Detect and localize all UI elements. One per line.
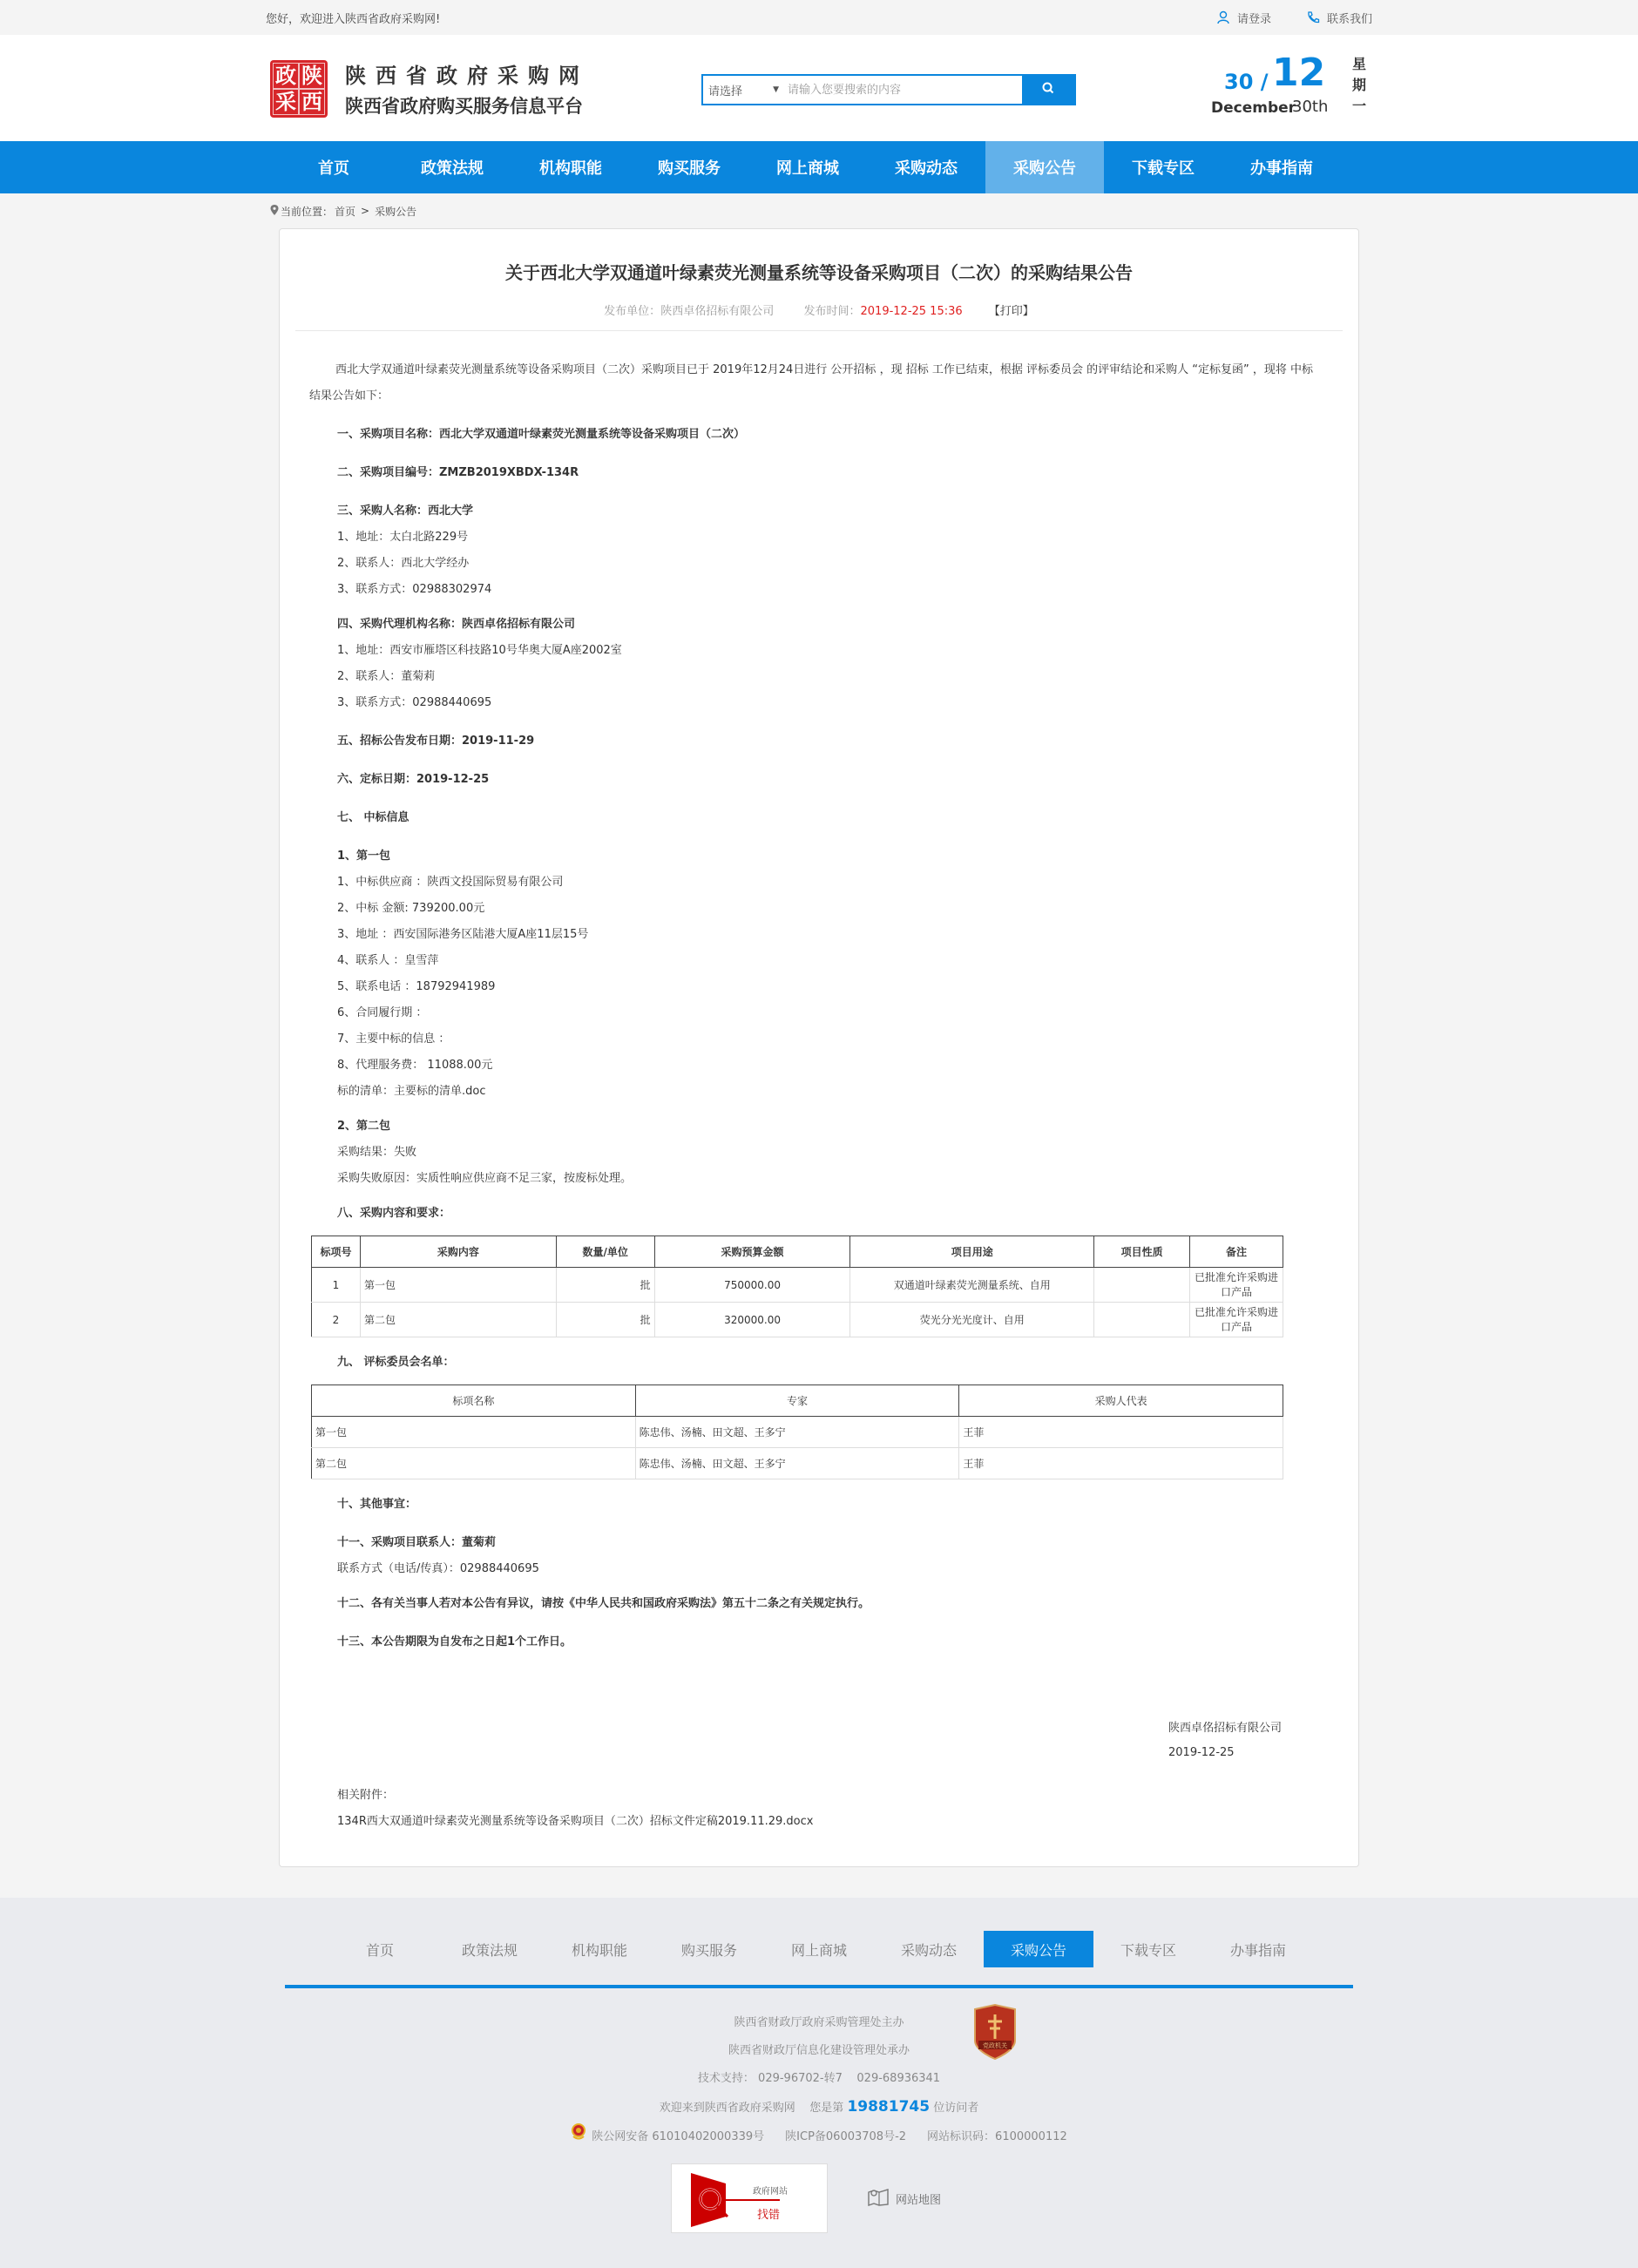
publisher-label: 发布单位：	[604, 305, 661, 318]
search-category-value: 请选择	[708, 85, 743, 98]
table-cell	[1094, 1303, 1190, 1337]
search-input[interactable]	[786, 76, 1022, 104]
welcome-text: 您好，欢迎进入陕西省政府采购网!	[266, 12, 441, 26]
nav-item[interactable]: 下载专区	[1132, 159, 1195, 178]
table-cell: 陈忠伟、汤楠、田文超、王多宁	[635, 1448, 959, 1479]
footer-registration	[285, 2122, 1353, 2151]
contact-link[interactable]	[1306, 10, 1372, 26]
table-cell: 已批准允许采购进口产品	[1190, 1268, 1283, 1303]
agency-phone: 3、联系方式：02988440695	[337, 696, 492, 709]
footer-nav-item[interactable]: 机构职能	[571, 1941, 627, 1959]
package-1-detail: 5、联系电话 ：18792941989	[337, 980, 496, 993]
footer-host: 陕西省财政厅政府采购管理处主办	[734, 2016, 904, 2029]
committee-table	[311, 1384, 1283, 1479]
map-icon	[868, 2187, 889, 2210]
package-2-reason: 采购失败原因：实质性响应供应商不足三家，按废标处理。	[337, 1172, 633, 1185]
package-1-detail: 1、中标供应商 ：陕西文投国际贸易有限公司	[337, 876, 564, 889]
footer-nav-item[interactable]: 办事指南	[1229, 1941, 1286, 1959]
section-6: 六、定标日期：2019-12-25	[337, 773, 490, 786]
article-meta	[295, 301, 1343, 331]
section-8: 八、采购内容和要求：	[337, 1207, 451, 1220]
intro-paragraph: 西北大学双通道叶绿素荧光测量系统等设备采购项目（二次）采购项目已于 2019年12月24日进行 公开招标 ，现 招标 工作已结束，根据 评标委员会 的评审结论和采购人 “定标复函” ，现将 中标 结果公告如下：	[309, 363, 1313, 403]
table-header-cell: 专家	[635, 1385, 959, 1417]
section-11: 十一、采购项目联系人：董菊莉	[337, 1536, 497, 1549]
procurement-table	[311, 1236, 1283, 1337]
table-cell: 已批准允许采购进口产品	[1190, 1303, 1283, 1337]
package-1-detail: 8、代理服务费： 11088.00元	[337, 1059, 493, 1072]
police-emblem-icon	[571, 2122, 586, 2151]
package-1-detail: 7、主要中标的信息 ：	[337, 1032, 450, 1046]
table-row	[312, 1448, 1283, 1479]
attachments	[295, 1783, 1343, 1835]
date-display	[1211, 51, 1368, 124]
table-cell: 批	[556, 1268, 654, 1303]
footer-nav-item[interactable]: 政策法规	[461, 1941, 518, 1959]
table-cell: 第二包	[360, 1303, 556, 1337]
site-name: 陕西省政府采购网	[345, 64, 589, 88]
section-2: 二、采购项目编号：ZMZB2019XBDX-134R	[337, 466, 579, 479]
table-cell: 320000.00	[654, 1303, 850, 1337]
table-cell: 双通道叶绿素荧光测量系统、自用	[850, 1268, 1094, 1303]
nav-item[interactable]: 首页	[318, 159, 349, 178]
logo-char: 政	[273, 63, 299, 89]
breadcrumb	[0, 193, 1638, 228]
user-icon	[1216, 10, 1230, 24]
signature-block	[1168, 1716, 1343, 1765]
agency-address: 1、地址：西安市雁塔区科技路10号华奥大厦A座2002室	[337, 644, 622, 657]
logo-char: 采	[273, 89, 299, 115]
header	[0, 35, 1638, 141]
breadcrumb-current[interactable]: 采购公告	[375, 205, 417, 218]
table-cell: 批	[556, 1303, 654, 1337]
main-nav	[0, 141, 1638, 193]
footer-nav-item[interactable]: 采购动态	[900, 1941, 957, 1959]
breadcrumb-label: 当前位置：	[281, 205, 334, 218]
date-day: 30 /	[1224, 70, 1269, 94]
table-cell: 2	[312, 1303, 361, 1337]
section-13: 十三、本公告期限为自发布之日起1个工作日。	[337, 1635, 572, 1649]
footer-support: 技术支持： 029-96702-转7 029-68936341	[697, 2072, 941, 2085]
nav-item[interactable]: 政策法规	[421, 159, 484, 178]
login-link[interactable]	[1216, 10, 1271, 26]
nav-item[interactable]: 网上商城	[776, 159, 839, 178]
table-header-cell: 标项号	[312, 1236, 361, 1268]
table-cell: 第一包	[312, 1417, 636, 1448]
signature-company: 陕西卓佲招标有限公司	[1168, 1722, 1283, 1735]
search-bar	[701, 74, 1076, 105]
article-card	[279, 228, 1359, 1867]
print-link[interactable]: 【打印】	[988, 305, 1034, 318]
section-3: 三、采购人名称：西北大学	[337, 504, 474, 518]
package-1-detail: 3、地址 ：西安国际港务区陆港大厦A座11层15号	[337, 928, 589, 941]
article-body	[295, 331, 1343, 1835]
contact-phone-fax: 联系方式（电话/传真）：02988440695	[337, 1562, 539, 1575]
table-cell: 荧光分光光度计、自用	[850, 1303, 1094, 1337]
footer-nav-item[interactable]: 网上商城	[790, 1941, 847, 1959]
section-9: 九、 评标委员会名单：	[337, 1356, 455, 1369]
package-1-detail: 6、合同履行期 ：	[337, 1006, 428, 1019]
sitemap-link[interactable]: 网站地图	[868, 2187, 941, 2210]
visitor-count: 19881745	[847, 2098, 931, 2116]
attachment-link[interactable]: 134R西大双通道叶绿素荧光测量系统等设备采购项目（二次）招标文件定稿2019.11.29.docx	[337, 1815, 814, 1828]
section-1: 一、采购项目名称：西北大学双通道叶绿素荧光测量系统等设备采购项目（二次）	[337, 428, 746, 441]
top-bar	[0, 0, 1638, 35]
footer-visitor: 欢迎来到陕西省政府采购网 您是第 19881745 位访问者	[659, 2098, 979, 2116]
find-error-top: 政府网站	[752, 2187, 788, 2197]
table-cell: 750000.00	[654, 1268, 850, 1303]
attachments-label: 相关附件：	[337, 1789, 395, 1802]
package-2-title: 2、第二包	[337, 1120, 391, 1133]
table-row	[312, 1417, 1283, 1448]
site-code: 网站标识码：6100000112	[927, 2129, 1067, 2143]
footer-organizer: 陕西省财政厅信息化建设管理处承办	[728, 2044, 910, 2057]
svg-text:党政机关: 党政机关	[983, 2042, 1007, 2049]
party-government-badge-icon[interactable]	[971, 2004, 1019, 2060]
logo-mark	[270, 60, 328, 118]
footer-nav-item[interactable]: 采购公告	[984, 1931, 1093, 1967]
table-header-cell: 项目性质	[1094, 1236, 1190, 1268]
nav-item[interactable]: 机构职能	[539, 159, 602, 178]
buyer-address: 1、地址：太白北路229号	[337, 531, 469, 544]
logo-char: 西	[299, 89, 325, 115]
nav-item[interactable]: 采购公告	[985, 141, 1104, 193]
signature-date: 2019-12-25	[1168, 1746, 1235, 1759]
section-4: 四、采购代理机构名称：陕西卓佲招标有限公司	[337, 618, 576, 631]
date-month: 12	[1272, 51, 1326, 95]
logo-char: 陕	[299, 63, 325, 89]
table-header-cell: 备注	[1190, 1236, 1283, 1268]
search-category-select[interactable]	[703, 76, 786, 104]
date-ordinal: 30th	[1292, 98, 1329, 116]
table-cell: 陈忠伟、汤楠、田文超、王多宁	[635, 1417, 959, 1448]
location-pin-icon	[270, 205, 279, 218]
breadcrumb-home[interactable]: 首页	[335, 205, 356, 218]
nav-item[interactable]: 采购动态	[895, 159, 958, 178]
footer-divider	[285, 1985, 1353, 1988]
package-2-result: 采购结果：失败	[337, 1146, 417, 1159]
footer-nav-item[interactable]: 购买服务	[680, 1941, 737, 1959]
search-icon	[1041, 81, 1055, 98]
login-label: 请登录	[1236, 12, 1271, 26]
publisher: 陕西卓佲招标有限公司	[660, 305, 775, 318]
caret-down-icon: ▼	[773, 85, 779, 94]
footer	[0, 1898, 1638, 2268]
package-1-title: 1、第一包	[337, 850, 391, 863]
table-header-cell: 采购内容	[360, 1236, 556, 1268]
section-12: 十二、各有关当事人若对本公告有异议，请按《中华人民共和国政府采购法》第五十二条之有关规定执行。	[337, 1597, 870, 1610]
table-row	[312, 1268, 1283, 1303]
nav-item[interactable]: 购买服务	[658, 159, 721, 178]
table-cell: 王菲	[959, 1448, 1283, 1479]
table-cell: 第二包	[312, 1448, 636, 1479]
package-1-detail: 4、联系人 ：皇雪萍	[337, 954, 439, 967]
section-7: 七、 中标信息	[337, 811, 410, 824]
agency-contact: 2、联系人：董菊莉	[337, 670, 436, 683]
buyer-phone: 3、联系方式：02988302974	[337, 583, 492, 596]
content-area	[0, 228, 1638, 1898]
publish-time: 2019-12-25 15:36	[860, 305, 963, 318]
footer-nav-item[interactable]: 下载专区	[1120, 1941, 1176, 1959]
article-title: 关于西北大学双通道叶绿素荧光测量系统等设备采购项目（二次）的采购结果公告	[505, 262, 1133, 283]
police-record[interactable]: 陕公网安备 61010402000339号	[571, 2122, 764, 2151]
package-1-detail[interactable]: 标的清单：主要标的清单.doc	[337, 1085, 486, 1098]
table-header-cell: 数量/单位	[556, 1236, 654, 1268]
date-month-name: December	[1211, 99, 1296, 117]
buyer-contact: 2、联系人：西北大学经办	[337, 557, 470, 570]
section-10: 十、其他事宜：	[337, 1498, 417, 1511]
table-cell: 王菲	[959, 1417, 1283, 1448]
table-cell: 第一包	[360, 1268, 556, 1303]
table-cell: 1	[312, 1268, 361, 1303]
site-subtitle: 陕西省政府购买服务信息平台	[345, 96, 583, 117]
find-error-bottom: 找错	[756, 2209, 780, 2222]
footer-nav	[285, 1931, 1353, 1967]
footer-info	[285, 2009, 1353, 2233]
table-row	[312, 1303, 1283, 1337]
breadcrumb-separator: >	[361, 205, 370, 217]
table-header-cell: 采购预算金额	[654, 1236, 850, 1268]
nav-item[interactable]: 办事指南	[1250, 159, 1313, 178]
table-header-cell: 项目用途	[850, 1236, 1094, 1268]
table-cell	[1094, 1268, 1190, 1303]
package-1-detail: 2、中标 金额: 739200.00元	[337, 902, 485, 915]
section-5: 五、招标公告发布日期：2019-11-29	[337, 735, 535, 748]
phone-icon	[1306, 10, 1320, 24]
date-weekday: 星 期 一	[1351, 56, 1366, 114]
publish-time-label: 发布时间：	[803, 305, 861, 318]
search-button[interactable]	[1022, 76, 1074, 104]
find-error-button[interactable]	[671, 2163, 828, 2233]
footer-nav-item[interactable]: 首页	[365, 1941, 394, 1959]
icp-record[interactable]: 陕ICP备06003708号-2	[785, 2129, 907, 2143]
table-header-cell: 标项名称	[312, 1385, 636, 1417]
site-logo[interactable]	[270, 58, 589, 118]
table-header-cell: 采购人代表	[959, 1385, 1283, 1417]
contact-label: 联系我们	[1326, 12, 1372, 26]
